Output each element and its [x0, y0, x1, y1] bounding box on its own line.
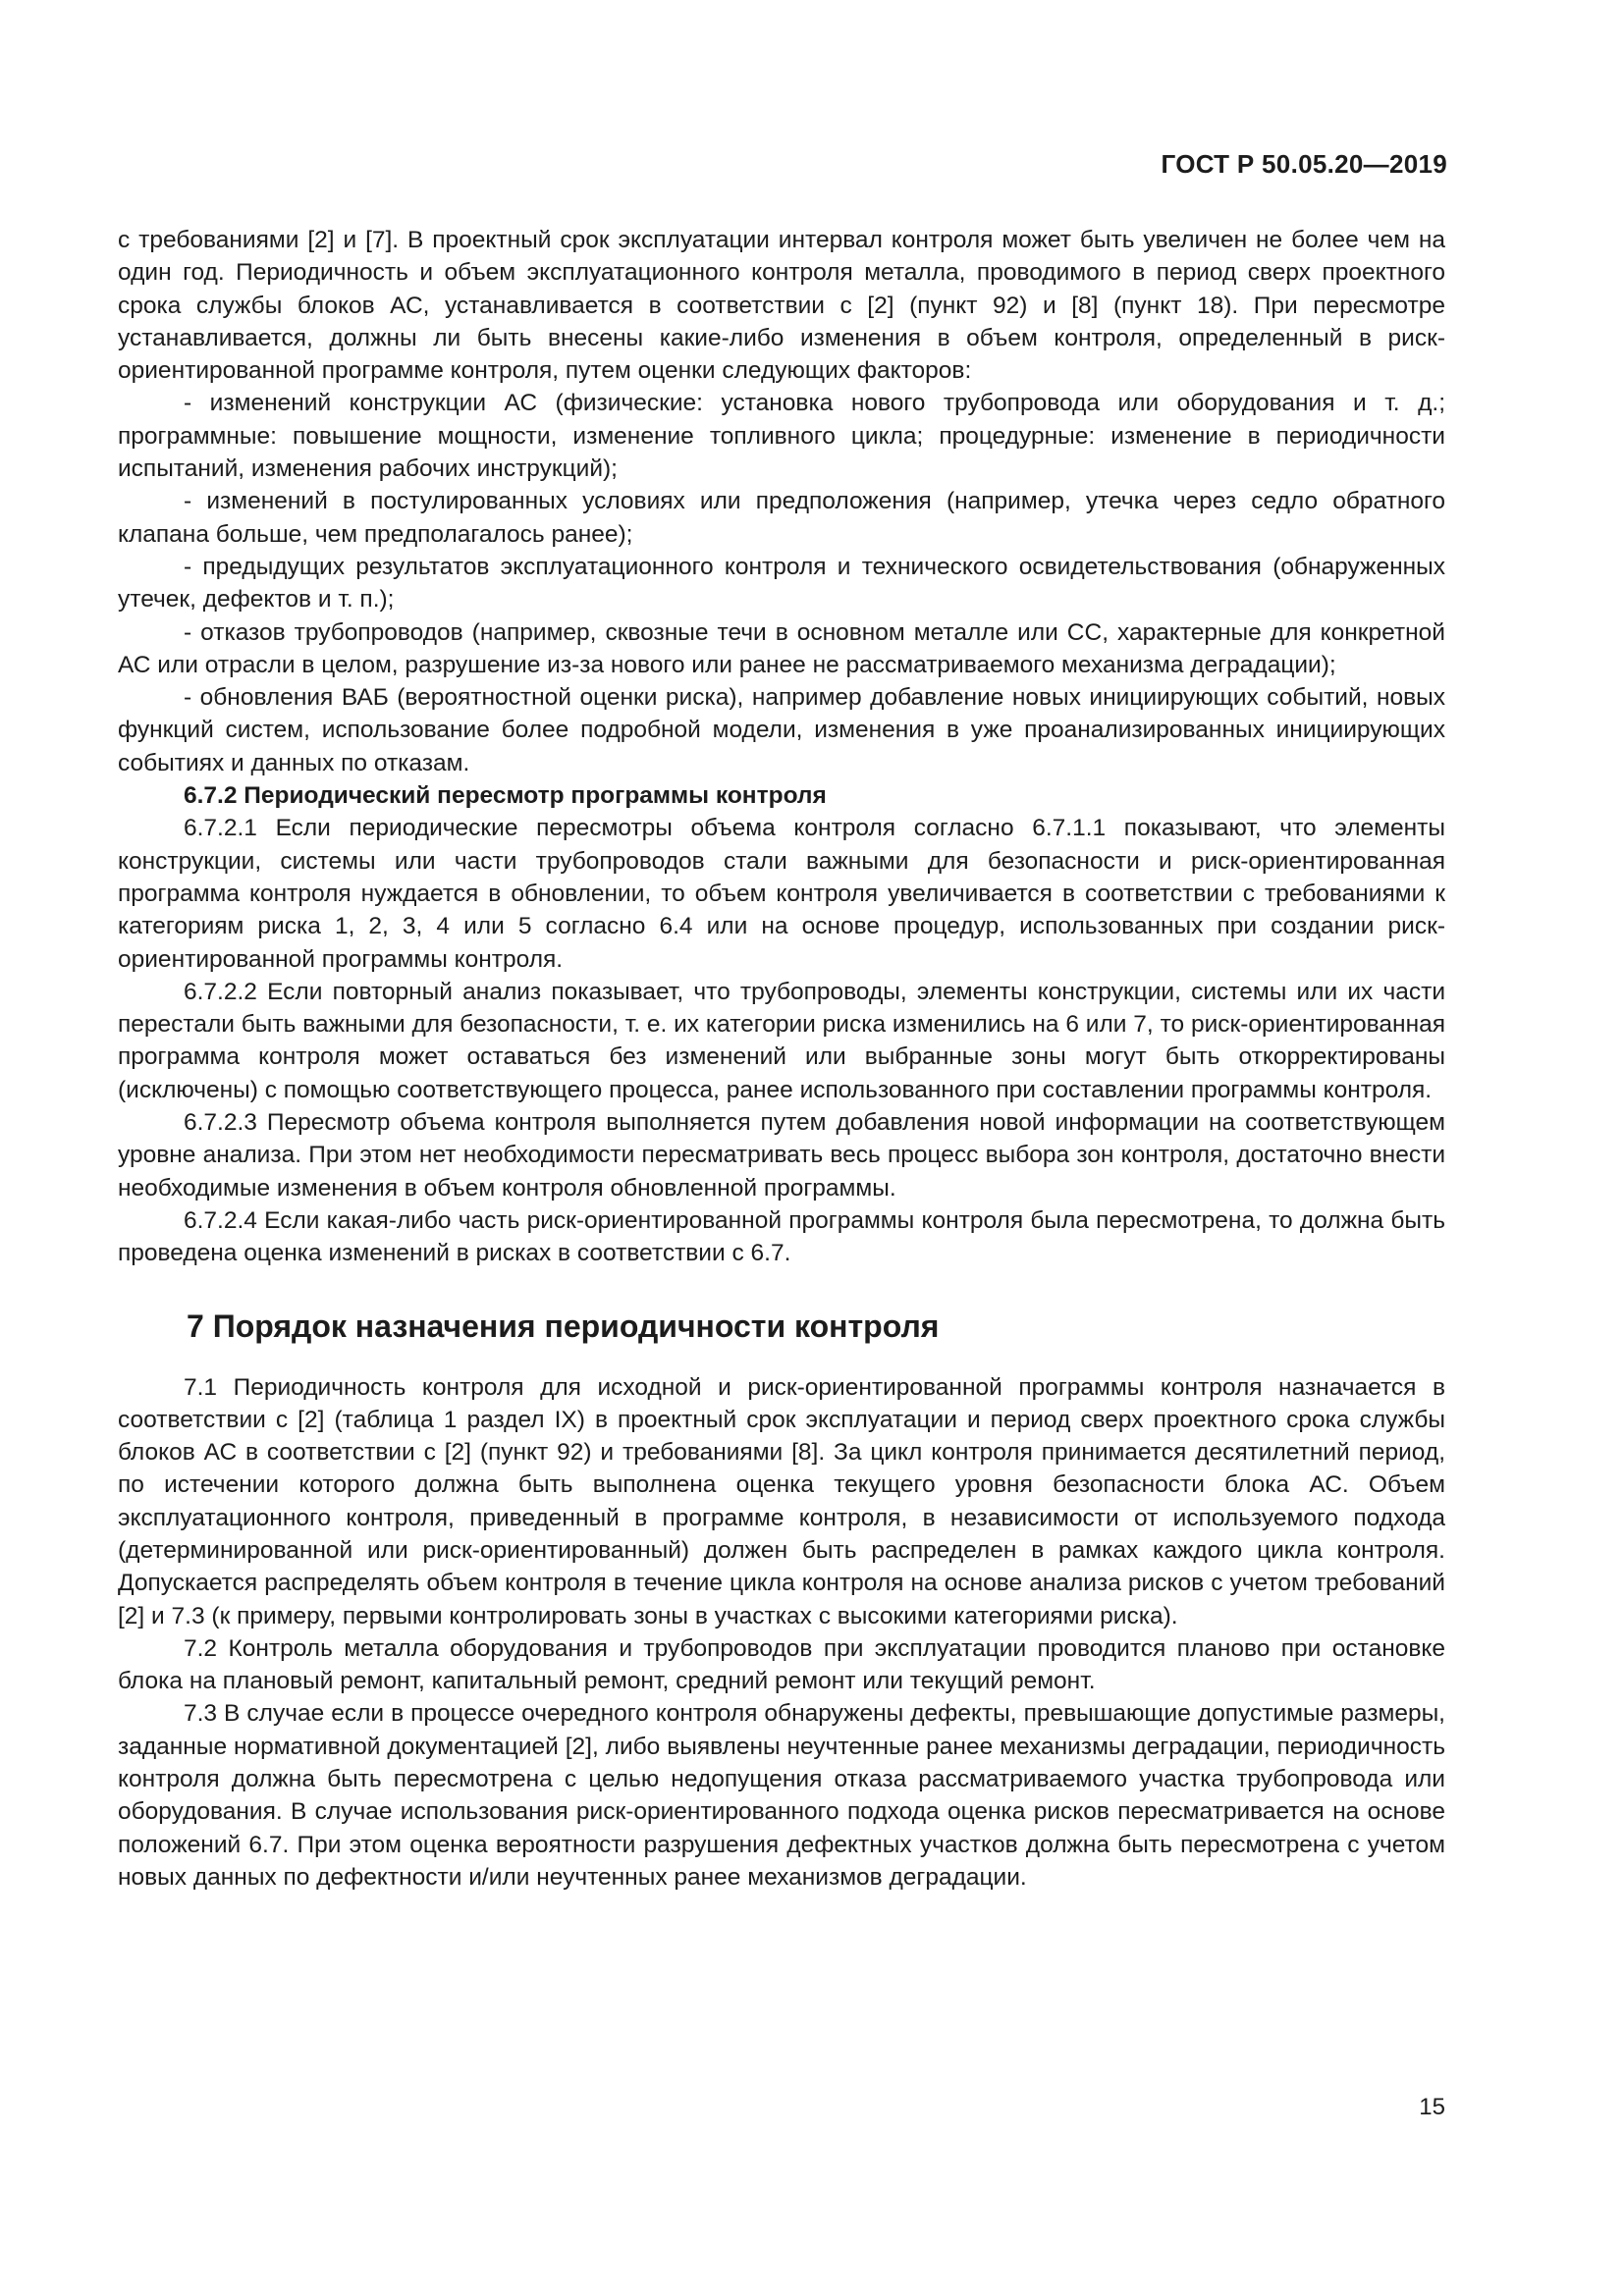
- paragraph-7-1: 7.1 Периодичность контроля для исходной и риск-ориентированной программы контроля назначается в соответствии с [2] (таблица 1 раздел IX) в проектный срок эксплуатации и период сверх проектного срока службы блоков АС в соответствии с [2] (пункт 92) и требованиями [8]. За цикл контроля принимается десятилетний период, по истечении которого должна быть выполнена оценка текущего уровня безопасности блока АС. Объем эксплуатационного контроля, приведенный в программе контроля, в независимости от используемого подхода (детерминированной или риск-ориентированный) должен быть распределен в рамках каждого цикла контроля. Допускается распределять объем контроля в течение цикла контроля на основе анализа рисков с учетом требований [2] и 7.3 (к примеру, первыми контролировать зоны в участках с высокими категориями риска).: [118, 1373, 1445, 1629]
- paragraph-7-3: 7.3 В случае если в процессе очередного контроля обнаружены дефекты, превышающие допустимые размеры, заданные нормативной документацией [2], либо выявлены неучтенные ранее механизмы деградации, периодичность контроля должна быть пересмотрена с целью недопущения отказа рассматриваемого участка трубопровода или оборудования. В случае использования риск-ориентированного подхода оценка рисков пересматривается на основе положений 6.7. При этом оценка вероятности разрушения дефектных участков должна быть пересмотрена с учетом новых данных по дефектности и/или неучтенных ранее механизмов деградации.: [118, 1700, 1445, 1891]
- document-id-header: ГОСТ Р 50.05.20—2019: [1161, 149, 1447, 179]
- list-item-pra-updates: - обновления ВАБ (вероятностной оценки риска), например добавление новых инициирующих событий, новых функций систем, использование более подробной модели, изменения в уже проанализированных инициирующих событиях и данных по отказам.: [118, 684, 1445, 776]
- paragraph-7-2: 7.2 Контроль металла оборудования и трубопроводов при эксплуатации проводится планово при остановке блока на плановый ремонт, капитальный ремонт, средний ремонт или текущий ремонт.: [118, 1634, 1445, 1695]
- subsection-heading-6-7-2: 6.7.2 Периодический пересмотр программы контроля: [184, 782, 827, 810]
- paragraph-6-7-2-1: 6.7.2.1 Если периодические пересмотры объема контроля согласно 6.7.1.1 показывают, что элементы конструкции, системы или части трубопроводов стали важными для безопасности и риск-ориентированная программа контроля нуждается в обновлении, то объем контроля увеличивается в соответствии с требованиями к категориям риска 1, 2, 3, 4 или 5 согласно 6.4 или на основе процедур, использованных при создании риск-ориентированной программы контроля.: [118, 815, 1445, 973]
- paragraph-6-7-2-2: 6.7.2.2 Если повторный анализ показывает, что трубопроводы, элементы конструкции, системы или их части перестали быть важными для безопасности, т. е. их категории риска изменились на 6 или 7, то риск-ориентированная программа контроля может оставаться без изменений или выбранные зоны могут быть откорректированы (исключены) с помощью соответствующего процесса, ранее использованного при составлении программы контроля.: [118, 978, 1445, 1103]
- section-heading-7: 7 Порядок назначения периодичности контроля: [187, 1308, 940, 1344]
- paragraph-continuation: с требованиями [2] и [7]. В проектный срок эксплуатации интервал контроля может быть увеличен не более чем на один год. Периодичность и объем эксплуатационного контроля металла, проводимого в период сверх проектного срока службы блоков АС, устанавливается в соответствии с [2] (пункт 92) и [8] (пункт 18). При пересмотре устанавливается, должны ли быть внесены какие-либо изменения в объем контроля, определенный в риск-ориентированной программе контроля, путем оценки следующих факторов:: [118, 227, 1445, 385]
- paragraph-6-7-2-3: 6.7.2.3 Пересмотр объема контроля выполняется путем добавления новой информации на соответствующем уровне анализа. При этом нет необходимости пересматривать весь процесс выбора зон контроля, достаточно внести необходимые изменения в объем контроля обновленной программы.: [118, 1109, 1445, 1201]
- document-body: [118, 224, 1445, 1894]
- list-item-previous-results: - предыдущих результатов эксплуатационного контроля и технического освидетельствования (обнаруженных утечек, дефектов и т. п.);: [118, 553, 1445, 614]
- list-item-design-changes: - изменений конструкции АС (физические: установка нового трубопровода или оборудования и т. д.; программные: повышение мощности, изменение топливного цикла; процедурные: изменение в периодичности испытаний, изменения рабочих инструкций);: [118, 390, 1445, 483]
- page-number: 15: [1419, 2094, 1445, 2120]
- list-item-postulated-conditions: - изменений в постулированных условиях или предположения (например, утечка через седло обратного клапана больше, чем предполагалось ранее);: [118, 488, 1445, 548]
- list-item-pipeline-failures: - отказов трубопроводов (например, сквозные течи в основном металле или СС, характерные для конкретной АС или отрасли в целом, разрушение из-за нового или ранее не рассматриваемого механизма деградации);: [118, 618, 1445, 678]
- paragraph-6-7-2-4: 6.7.2.4 Если какая-либо часть риск-ориентированной программы контроля была пересмотрена, то должна быть проведена оценка изменений в рисках в соответствии с 6.7.: [118, 1206, 1445, 1267]
